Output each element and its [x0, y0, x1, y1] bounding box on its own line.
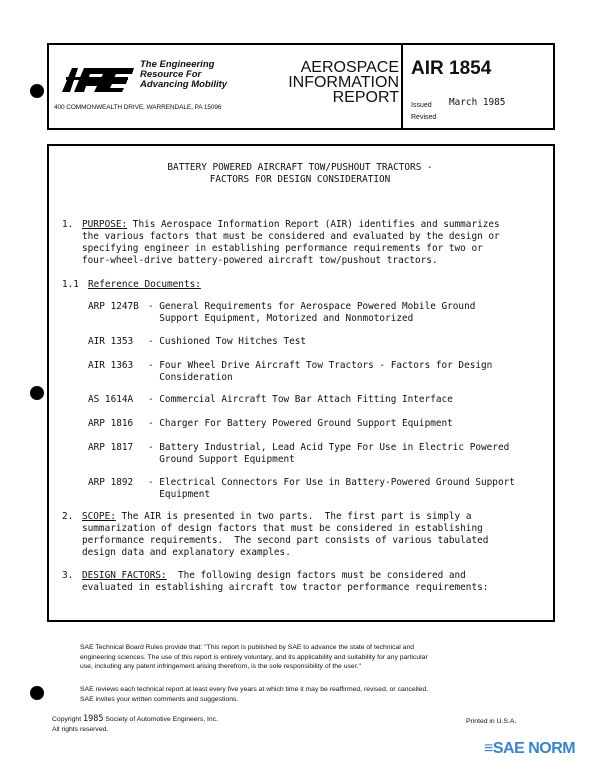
tagline-line-2: Resource For: [140, 69, 202, 80]
ref-desc: - General Requirements for Aerospace Powered Mobile Ground: [148, 301, 476, 312]
section-2-line-1: The AIR is presented in two parts. The first part is simply a: [115, 511, 472, 522]
section-1-line-4: four-wheel-drive battery-powered aircraft tow/pushout tractors.: [82, 255, 438, 266]
section-3-line-1: The following design factors must be considered and: [166, 570, 466, 581]
ref-desc: - Commercial Aircraft Tow Bar Attach Fitting Interface: [148, 394, 453, 405]
ref-id: AIR 1353: [88, 336, 134, 347]
ref-desc: - Battery Industrial, Lead Acid Type For Use in Electric Powered: [148, 442, 510, 453]
section-2-number: 2.: [62, 511, 74, 522]
rules-line-3: use, including any patent infringement arising therefrom, is the sole responsibility of the user.": [80, 663, 361, 670]
document-title-line-2: FACTORS FOR DESIGN CONSIDERATION: [209, 174, 391, 185]
ref-desc-cont: Consideration: [148, 372, 233, 383]
sae-logo-icon: [60, 58, 140, 98]
section-3-line-2: evaluated in establishing aircraft tow tractor performance requirements:: [82, 582, 489, 593]
rights-reserved: All rights reserved.: [52, 725, 109, 733]
punch-hole-middle: [30, 386, 44, 400]
ref-id: ARP 1892: [88, 477, 134, 488]
section-1-paragraph: [82, 219, 500, 231]
ref-desc-cont: Equipment: [148, 489, 211, 500]
review-notice: [80, 685, 428, 704]
ref-id: AIR 1363: [88, 360, 134, 371]
issue-labels: [411, 98, 436, 126]
section-3-heading: DESIGN FACTORS:: [82, 570, 167, 581]
report-type-line-1: AEROSPACE: [300, 59, 399, 76]
document-number: AIR 1854: [411, 58, 492, 79]
ref-desc: - Electrical Connectors For Use in Battery-Powered Ground Support: [148, 477, 515, 488]
section-3-number: 3.: [62, 570, 74, 581]
tagline-line-3: Advancing Mobility: [140, 79, 228, 90]
ref-id: ARP 1817: [88, 442, 134, 453]
issued-label: Issued: [411, 102, 432, 109]
section-1-line-2: the various factors that must be considered and evaluated by the design or: [82, 231, 500, 242]
section-2-line-2: summarization of design factors that must be considered in establishing: [82, 523, 483, 534]
report-type: [273, 60, 399, 105]
revised-label: Revised: [411, 114, 437, 121]
section-1-1-heading: [88, 279, 201, 291]
section-1-number: 1.: [62, 219, 74, 230]
ref-desc-cont: Ground Support Equipment: [148, 454, 295, 465]
section-3-paragraph: [82, 570, 466, 582]
ref-desc: - Four Wheel Drive Aircraft Tow Tractors - Factors for Design: [148, 360, 493, 371]
sae-norm-watermark: [484, 740, 575, 758]
rules-line-1: SAE Technical Board Rules provide that: "This report is published by SAE to advance the state of technical and: [80, 644, 415, 651]
sae-tagline: [140, 60, 227, 90]
ref-id: ARP 1816: [88, 418, 134, 429]
section-1-line-3: specifying engineer in establishing performance requirements for two or: [82, 243, 483, 254]
watermark-text: SAE NORM: [492, 740, 576, 757]
section-1-heading: PURPOSE:: [82, 219, 128, 230]
section-1-line-1: This Aerospace Information Report (AIR) identifies and summarizes: [127, 219, 500, 230]
report-type-line-3: REPORT: [332, 89, 399, 106]
section-2-line-3: performance requirements. The second part consists of various tabulated: [82, 535, 489, 546]
copyright-year: 1985: [82, 714, 104, 724]
ref-desc: - Cushioned Tow Hitches Test: [148, 336, 307, 347]
ref-desc-cont: Support Equipment, Motorized and Nonmotorized: [148, 313, 414, 324]
copyright-label: Copyright: [52, 716, 82, 723]
section-2-line-4: design data and explanatory examples.: [82, 547, 291, 558]
review-line-2: SAE invites your written comments and suggestions.: [80, 695, 239, 703]
document-title-line-1: BATTERY POWERED AIRCRAFT TOW/PUSHOUT TRACTORS -: [167, 162, 433, 173]
issued-date: March 1985: [449, 97, 506, 108]
printed-in: Printed in U.S.A.: [466, 718, 517, 725]
section-2-heading: SCOPE:: [82, 511, 116, 522]
ref-desc: - Charger For Battery Powered Ground Support Equipment: [148, 418, 453, 429]
ref-id: AS 1614A: [88, 394, 134, 405]
report-type-line-2: INFORMATION: [288, 74, 399, 91]
punch-hole-bottom: [30, 686, 44, 700]
section-1-1-number: 1.1: [62, 279, 79, 290]
sae-address: 400 COMMONWEALTH DRIVE, WARRENDALE, PA 15096: [54, 104, 222, 111]
section-1-1-heading-text: Reference Documents:: [88, 279, 201, 290]
copyright: [52, 715, 218, 734]
review-line-1: SAE reviews each technical report at least every five years at which time it may be reaffirmed, revised, or cancelled.: [80, 686, 429, 693]
section-2-paragraph: [82, 511, 471, 523]
punch-hole-top: [30, 84, 44, 98]
watermark-icon: ≡: [484, 740, 493, 757]
board-rules-notice: [80, 643, 428, 672]
rules-line-2: engineering sciences. The use of this report is entirely voluntary, and its applicability and suitability for any particular: [80, 653, 428, 661]
ref-id: ARP 1247B: [88, 301, 139, 312]
tagline-line-1: The Engineering: [140, 59, 215, 70]
copyright-holder: Society of Automotive Engineers, Inc.: [105, 716, 218, 723]
